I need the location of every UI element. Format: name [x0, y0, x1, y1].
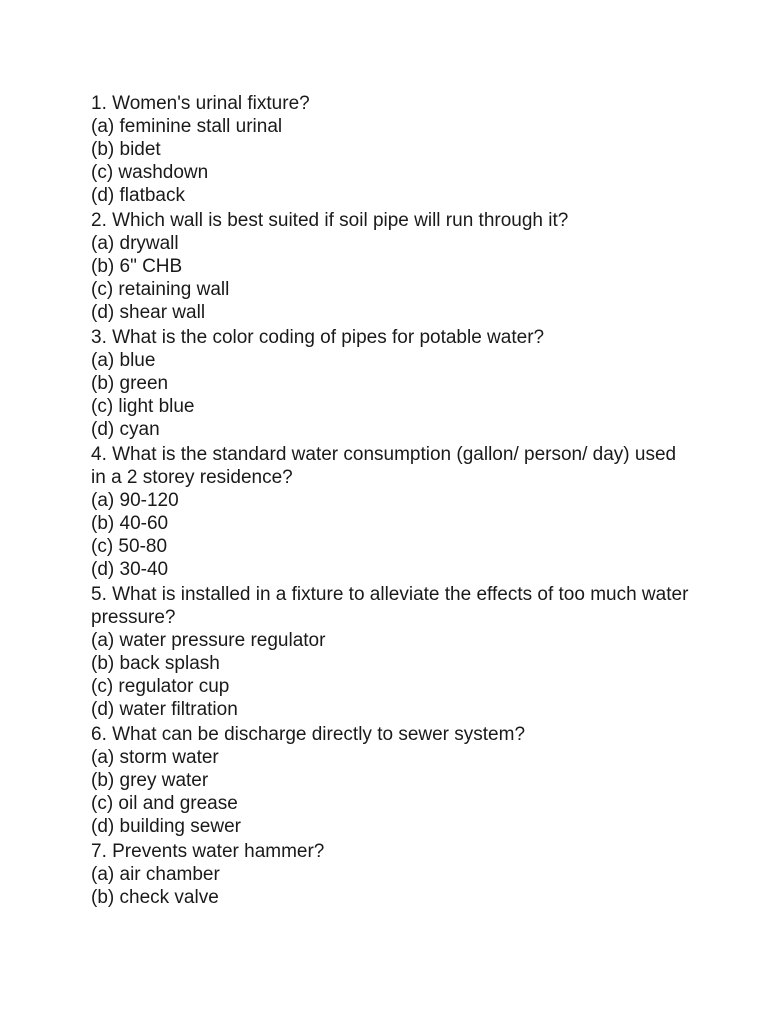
option-a: (a) water pressure regulator — [91, 630, 326, 651]
option-b: (b) green — [91, 373, 169, 394]
option-a: (a) drywall — [91, 233, 179, 254]
option-d: (d) shear wall — [91, 302, 206, 323]
question-1 — [91, 92, 691, 207]
option-a: (a) feminine stall urinal — [91, 116, 283, 137]
option-c: (c) 50-80 — [91, 536, 168, 557]
option-c: (c) regulator cup — [91, 676, 230, 697]
question-5 — [91, 583, 691, 721]
question-3 — [91, 326, 691, 441]
question-6 — [91, 723, 691, 838]
question-text: 4. What is the standard water consumption (gallon/ person/ day) used in a 2 storey residence? — [91, 444, 677, 488]
question-2 — [91, 209, 691, 324]
option-b: (b) grey water — [91, 770, 209, 791]
option-c: (c) retaining wall — [91, 279, 230, 300]
option-c: (c) light blue — [91, 396, 195, 417]
option-d: (d) flatback — [91, 185, 185, 206]
option-c: (c) oil and grease — [91, 793, 238, 814]
question-text: 1. Women's urinal fixture? — [91, 93, 310, 114]
option-a: (a) 90-120 — [91, 490, 179, 511]
option-c: (c) washdown — [91, 162, 209, 183]
option-b: (b) 40-60 — [91, 513, 169, 534]
question-text: 5. What is installed in a fixture to alleviate the effects of too much water pressure? — [91, 584, 689, 628]
question-text: 6. What can be discharge directly to sewer system? — [91, 724, 526, 745]
option-b: (b) 6" CHB — [91, 256, 183, 277]
option-a: (a) blue — [91, 350, 156, 371]
option-a: (a) air chamber — [91, 864, 220, 885]
option-d: (d) building sewer — [91, 816, 241, 837]
question-text: 3. What is the color coding of pipes for potable water? — [91, 327, 545, 348]
question-text: 7. Prevents water hammer? — [91, 841, 325, 862]
question-7 — [91, 840, 691, 909]
question-list — [91, 92, 691, 909]
option-b: (b) check valve — [91, 887, 219, 908]
option-b: (b) back splash — [91, 653, 220, 674]
option-d: (d) water filtration — [91, 699, 238, 720]
option-d: (d) cyan — [91, 419, 160, 440]
option-d: (d) 30-40 — [91, 559, 169, 580]
option-a: (a) storm water — [91, 747, 219, 768]
question-4 — [91, 443, 691, 581]
question-text: 2. Which wall is best suited if soil pipe will run through it? — [91, 210, 569, 231]
option-b: (b) bidet — [91, 139, 161, 160]
